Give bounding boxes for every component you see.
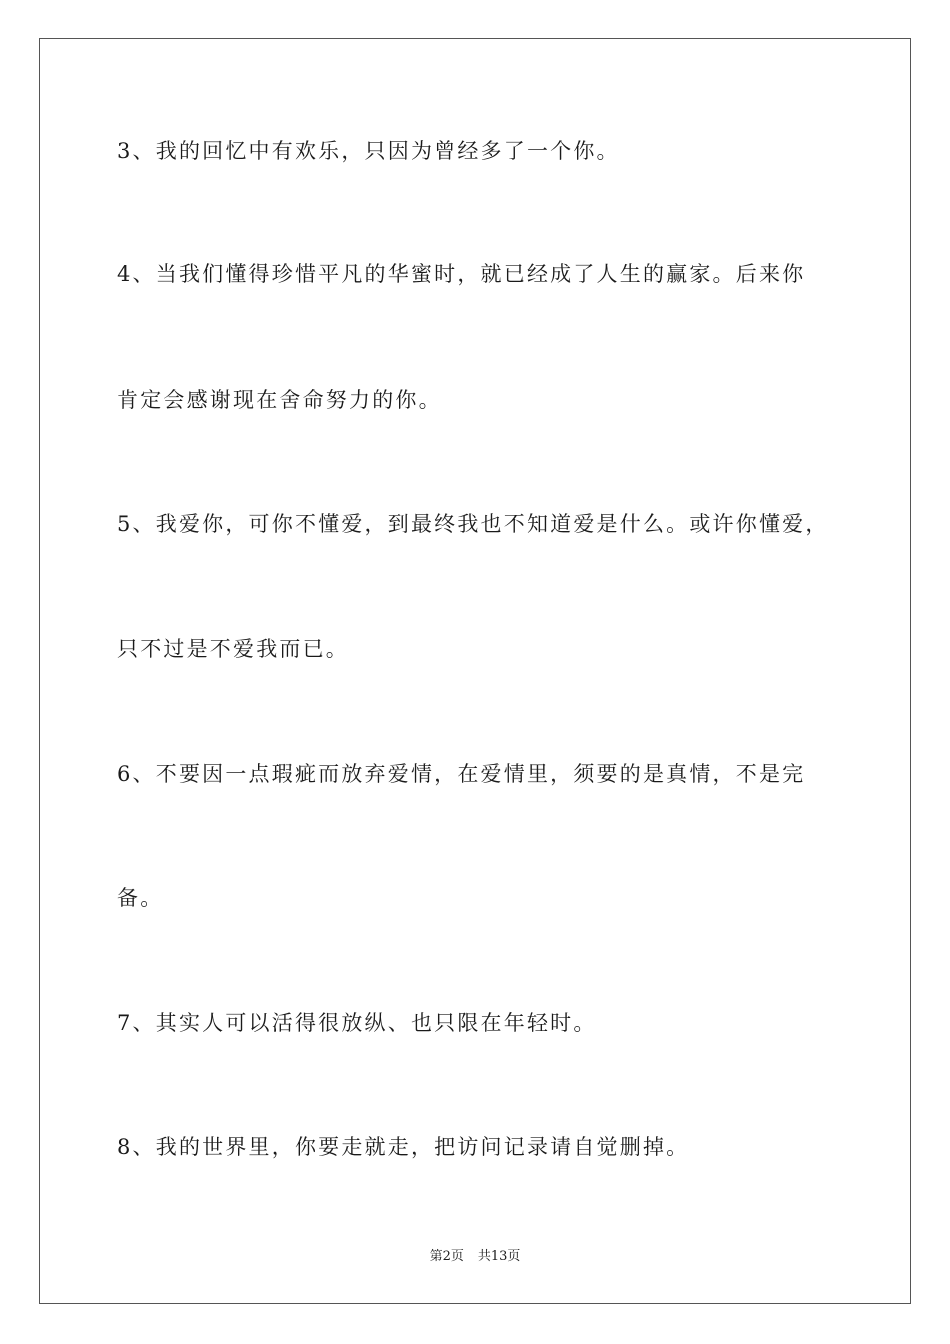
text-line: 5、我爱你，可你不懂爱，到最终我也不知道爱是什么。或许你懂爱，: [117, 512, 829, 536]
text-line: 8、我的世界里，你要走就走，把访问记录请自觉删掉。: [117, 1135, 690, 1159]
page-number: 第2页: [429, 1249, 464, 1264]
page-border: [39, 38, 911, 1304]
text-line: 7、其实人可以活得很放纵、也只限在年轻时。: [117, 1011, 597, 1035]
text-line: 6、不要因一点瑕疵而放弃爱情，在爱情里，须要的是真情，不是完: [117, 762, 806, 786]
text-line: 3、我的回忆中有欢乐，只因为曾经多了一个你。: [117, 139, 620, 163]
page-total: 共13页: [477, 1249, 521, 1264]
text-line: 只不过是不爱我而已。: [117, 637, 349, 661]
page-footer: [0, 1248, 950, 1266]
text-line: 肯定会感谢现在舍命努力的你。: [117, 388, 442, 412]
text-line: 备。: [117, 886, 164, 910]
text-line: 4、当我们懂得珍惜平凡的华蜜时，就已经成了人生的赢家。后来你: [117, 262, 806, 286]
